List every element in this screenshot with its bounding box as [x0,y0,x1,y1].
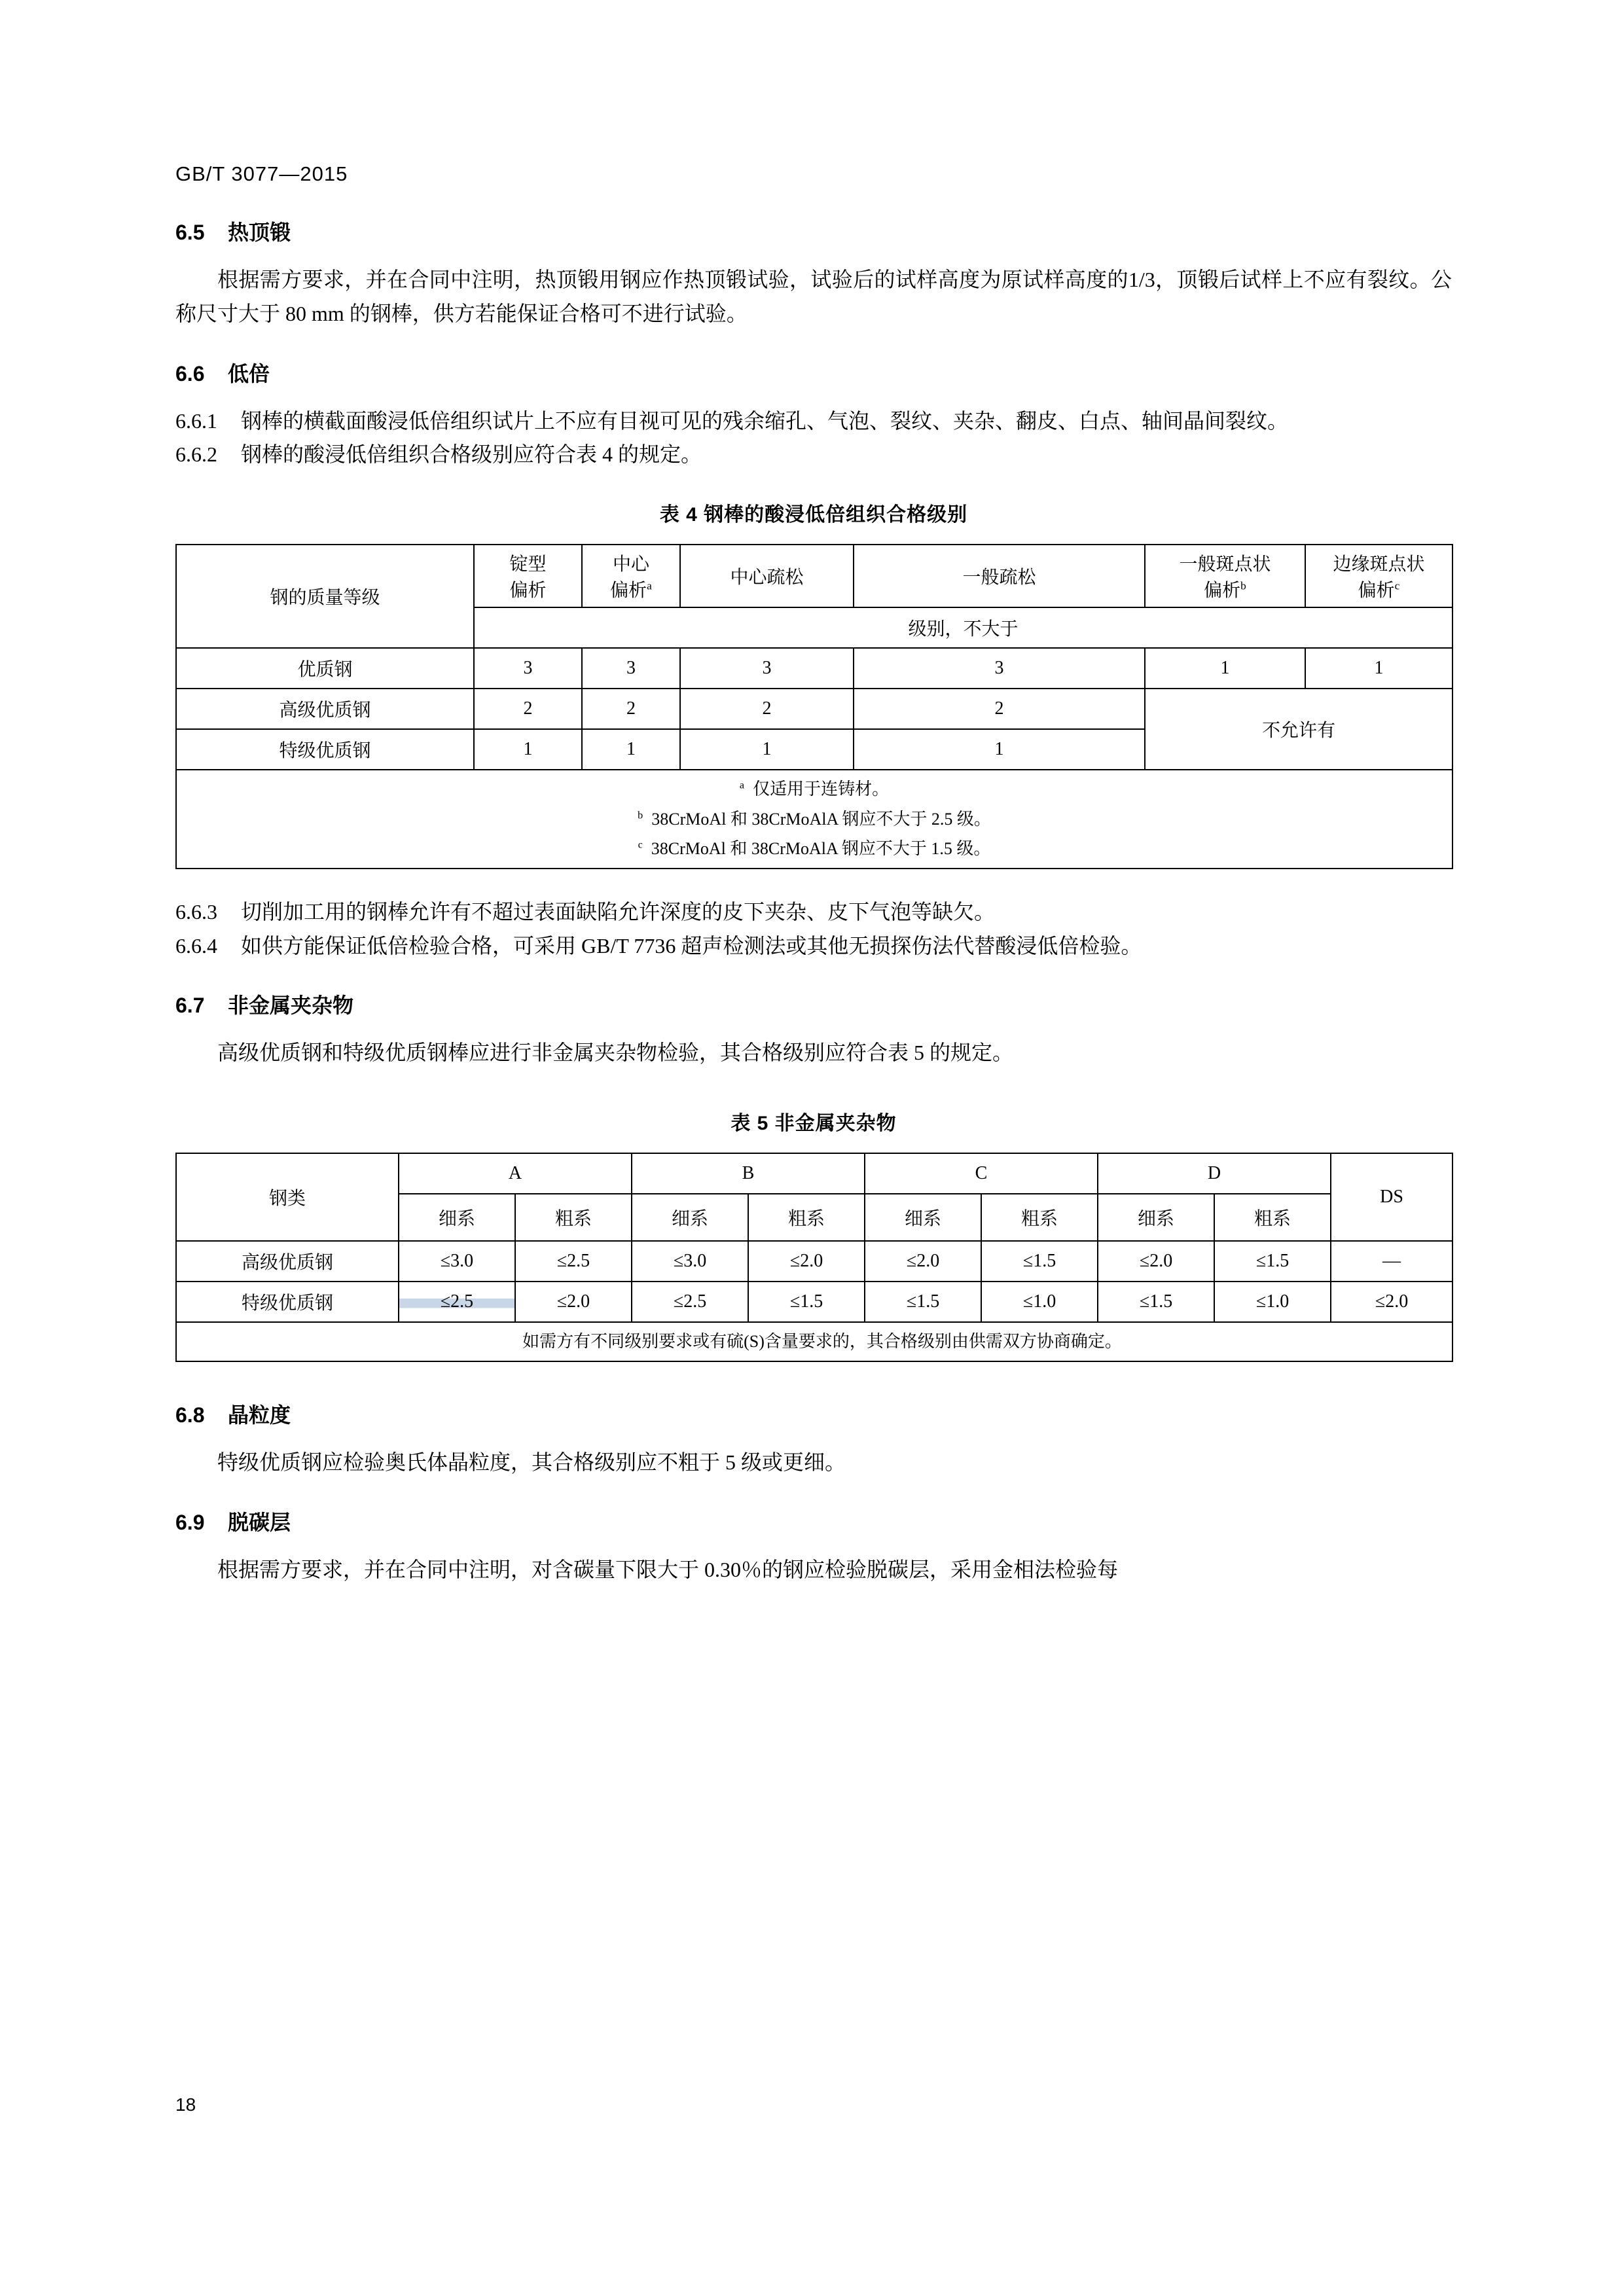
table-4-head-center-porosity: 中心疏松 [680,545,854,607]
page-number: 18 [175,2094,196,2115]
table-5-row-1-v2: ≤2.5 [632,1282,748,1322]
table-4-row-1-v2: 2 [680,689,854,729]
section-number-6-9: 6.9 [175,1510,205,1534]
table-5-row-1-v4: ≤1.5 [865,1282,981,1322]
table-4-footnote-a [179,774,1449,804]
table-5-caption: 表 5 非金属夹杂物 [731,1113,897,1135]
footnote-text-c: 38CrMoAl 和 38CrMoAlA 钢应不大于 1.5 级。 [651,839,991,859]
section-heading-6-8 [175,1399,1452,1429]
table-5-row-0-name: 高级优质钢 [176,1241,399,1282]
clause-6-6-2 [175,438,1452,472]
table-5-sub-d-coarse: 粗系 [1214,1194,1331,1241]
paragraph-6-9: 根据需方要求，并在合同中注明，对含碳量下限大于 0.30％的钢应检验脱碳层，采用金相法检验每 [217,1557,1119,1581]
clause-label-6-6-4: 6.6.4 [175,933,217,958]
clause-text-6-6-2: 钢棒的酸浸低倍组织合格级别应符合表 4 的规定。 [241,442,702,467]
section-title-6-8: 晶粒度 [228,1403,291,1427]
t4-h5-line1: 一般斑点状 [1179,554,1271,575]
table-5-sub-b-fine: 细系 [632,1194,748,1241]
table-5-row-0-v8: — [1331,1241,1453,1282]
table-4-row-2-name: 特级优质钢 [176,729,474,770]
table-5-head-group-a: A [399,1153,632,1194]
paragraph-6-8: 特级优质钢应检验奥氏体晶粒度，其合格级别应不粗于 5 级或更细。 [217,1450,846,1474]
table-4-row-2-v2: 1 [680,729,854,770]
table-4-row-2-v3: 1 [854,729,1145,770]
table-5-row-1-v6: ≤1.5 [1098,1282,1214,1322]
table-5-header-row [176,1153,1453,1194]
table-row [176,648,1453,689]
table-4-footnotes-row [176,770,1453,869]
table-row [176,1282,1453,1322]
footnote-mark-a: a [739,780,745,791]
clause-label-6-6-2: 6.6.2 [175,442,217,467]
table-row [176,1241,1453,1282]
table-5-row-0-v6: ≤2.0 [1098,1241,1214,1282]
section-title-6-9: 脱碳层 [228,1510,291,1534]
t4-h6-line1: 边缘斑点状 [1333,554,1425,575]
table-4-row-0-v0: 3 [474,648,582,689]
t4-h2-line1: 中心 [612,554,649,575]
table-5-row-0-v7: ≤1.5 [1214,1241,1331,1282]
table-5-row-0-v2: ≤3.0 [632,1241,748,1282]
table-4-head-edge-spot [1305,545,1453,607]
section-number-6-8: 6.8 [175,1403,205,1427]
clause-label-6-6-3: 6.6.3 [175,899,217,924]
table-5-note-row [176,1322,1453,1361]
table-4-head-general-spot [1145,545,1305,607]
table-5-head-steel-type: 钢类 [176,1153,399,1241]
section-title-6-5: 热顶锻 [228,221,291,244]
table-5-row-0-v5: ≤1.5 [981,1241,1098,1282]
table-4-head-ingot-segregation [474,545,582,607]
clause-label-6-6-1: 6.6.1 [175,408,217,433]
t4-h6-sup: c [1394,579,1400,592]
table-4-grade-note: 级别，不大于 [474,607,1453,648]
table-5-row-0-v1: ≤2.5 [515,1241,632,1282]
section-heading-6-9 [175,1506,1452,1536]
t4-h6-line2: 偏析 [1358,581,1395,601]
section-title-6-6: 低倍 [228,361,270,386]
table-4-row-1-v3: 2 [854,689,1145,729]
table-5-sub-b-coarse: 粗系 [748,1194,865,1241]
table-row [176,689,1453,729]
table-4-footnote-c [179,834,1449,864]
t4-h1-line1: 锭型 [509,554,547,575]
table-5-head-group-d: D [1098,1153,1331,1194]
table-5-row-1-name: 特级优质钢 [176,1282,399,1322]
table-4-header-row [176,545,1453,607]
section-number-6-7: 6.7 [175,994,205,1018]
table-4-row-1-name: 高级优质钢 [176,689,474,729]
t4-h2-line2: 偏析 [610,581,647,601]
table-4-row-0-v2: 3 [680,648,854,689]
table-4-head-center-segregation [582,545,680,607]
table-4 [175,544,1453,869]
table-5-sub-a-fine: 细系 [399,1194,515,1241]
table-5-row-1-v1: ≤2.0 [515,1282,632,1322]
table-5 [175,1153,1453,1362]
t4-h5-sup: b [1240,579,1246,592]
table-4-row-2-v1: 1 [582,729,680,770]
table-5-sub-c-coarse: 粗系 [981,1194,1098,1241]
table-4-row-1-v0: 2 [474,689,582,729]
t4-h2-sup: a [647,579,652,592]
clause-6-6-1 [175,404,1452,439]
section-heading-6-5 [175,216,1452,246]
section-title-6-7: 非金属夹杂物 [228,994,354,1018]
table-5-sub-c-fine: 细系 [865,1194,981,1241]
clause-text-6-6-1: 钢棒的横截面酸浸低倍组织试片上不应有目视可见的残余缩孔、气泡、裂纹、夹杂、翻皮、白点、轴间晶间裂纹。 [241,408,1289,433]
table-5-note: 如需方有不同级别要求或有硫(S)含量要求的，其合格级别由供需双方协商确定。 [176,1322,1453,1361]
paragraph-6-5: 根据需方要求，并在合同中注明，热顶锻用钢应作热顶锻试验，试验后的试样高度为原试样高度的1/3，顶锻后试样上不应有裂纹。公称尺寸大于 80 mm 的钢棒，供方若能保证合格可不进行试验。 [175,268,1452,325]
table-5-row-0-v4: ≤2.0 [865,1241,981,1282]
document-body [175,216,1452,1587]
footnote-mark-b: b [638,810,643,821]
clause-text-6-6-3: 切削加工用的钢棒允许有不超过表面缺陷允许深度的皮下夹杂、皮下气泡等缺欠。 [241,899,996,924]
footnote-text-a: 仅适用于连铸材。 [753,780,890,799]
footnote-text-b: 38CrMoAl 和 38CrMoAlA 钢应不大于 2.5 级。 [651,809,991,829]
table-5-row-0-v0: ≤3.0 [399,1241,515,1282]
table-5-sub-a-coarse: 粗系 [515,1194,632,1241]
table-4-footnote-b [179,804,1449,834]
section-number-6-5: 6.5 [175,221,205,244]
table-5-head-ds: DS [1331,1153,1453,1241]
table-4-row-0-v5: 1 [1305,648,1453,689]
table-4-not-allowed: 不允许有 [1145,689,1453,770]
table-4-head-general-porosity: 一般疏松 [854,545,1145,607]
table-4-row-0-v3: 3 [854,648,1145,689]
table-4-row-0-v1: 3 [582,648,680,689]
footnote-mark-c: c [638,839,643,851]
section-number-6-6: 6.6 [175,361,205,386]
table-5-row-1-v7: ≤1.0 [1214,1282,1331,1322]
table-4-row-2-v0: 1 [474,729,582,770]
table-4-row-1-v1: 2 [582,689,680,729]
table-5-row-0-v3: ≤2.0 [748,1241,865,1282]
table-5-sub-d-fine: 细系 [1098,1194,1214,1241]
table-5-row-1-v5: ≤1.0 [981,1282,1098,1322]
table-4-footnotes [176,770,1453,869]
clause-6-6-3 [175,895,1452,929]
table-5-row-1-v8: ≤2.0 [1331,1282,1453,1322]
section-heading-6-7 [175,989,1452,1019]
page-header: GB/T 3077—2015 [175,162,348,185]
table-4-caption: 表 4 钢棒的酸浸低倍组织合格级别 [659,504,968,526]
t4-h1-line2: 偏析 [509,581,547,601]
table-4-head-quality: 钢的质量等级 [176,545,474,648]
section-heading-6-6 [175,357,1452,387]
table-5-row-1-v3: ≤1.5 [748,1282,865,1322]
paragraph-6-7: 高级优质钢和特级优质钢棒应进行非金属夹杂物检验，其合格级别应符合表 5 的规定。 [217,1041,1014,1065]
table-5-row-1-v0: ≤2.5 [399,1282,515,1322]
table-5-head-group-c: C [865,1153,1098,1194]
clause-6-6-4 [175,929,1452,963]
clause-text-6-6-4: 如供方能保证低倍检验合格，可采用 GB/T 7736 超声检测法或其他无损探伤法代替酸浸低倍检验。 [241,933,1142,958]
table-4-row-0-name: 优质钢 [176,648,474,689]
table-4-row-0-v4: 1 [1145,648,1305,689]
table-5-head-group-b: B [632,1153,865,1194]
t4-h5-line2: 偏析 [1204,581,1241,601]
